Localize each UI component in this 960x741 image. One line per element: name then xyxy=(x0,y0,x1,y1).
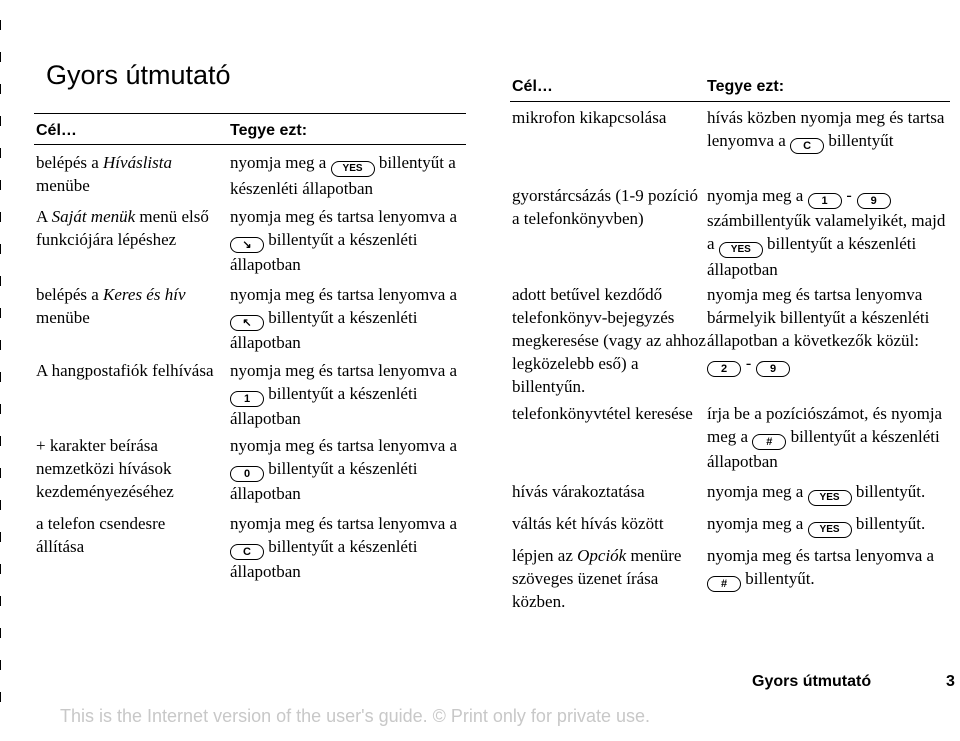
key-0-icon: 0 xyxy=(230,466,264,482)
action-text: számbillentyűk valamelyikét, majd a xyxy=(707,211,946,253)
menu-name: Keres és hív xyxy=(103,285,186,304)
table-row xyxy=(512,184,702,230)
table-row xyxy=(36,205,216,251)
action-text: nyomja meg a xyxy=(707,186,808,205)
action-text: nyomja meg és tartsa lenyomva a xyxy=(230,514,458,533)
action-text: nyomja meg és tartsa lenyomva a xyxy=(707,546,935,565)
goal-text: hívás várakoztatása xyxy=(512,482,645,501)
action-text: billentyűt a készenléti állapotban xyxy=(707,427,940,471)
goal-text: telefonkönyvtétel keresése xyxy=(512,404,693,423)
action-text: írja be a pozíciószámot, és nyomja meg a xyxy=(707,404,943,446)
action-text: billentyűt. xyxy=(851,514,926,533)
table-row xyxy=(512,283,708,398)
goal-text: gyorstárcsázás (1-9 pozíció a telefonkönyvben) xyxy=(512,186,698,228)
table-row-action xyxy=(707,544,952,592)
goal-text: belépés a xyxy=(36,285,104,304)
hash-key-icon: # xyxy=(707,576,741,592)
key-c-icon: C xyxy=(230,544,264,560)
table-row xyxy=(512,402,702,425)
action-text: billentyűt a készenléti állapotban xyxy=(230,230,418,274)
table-row-action xyxy=(230,359,470,430)
goal-text: mikrofon kikapcsolása xyxy=(512,108,667,127)
watermark-text: This is the Internet version of the user's guide. © Print only for private use. xyxy=(60,706,650,726)
action-text: billentyűt xyxy=(824,131,894,150)
action-text: billentyűt a készenléti állapotban xyxy=(707,234,917,279)
action-text: billentyűt a készenléti állapotban xyxy=(230,153,456,198)
table-row-action xyxy=(230,283,470,354)
left-head-do: Tegye ezt: xyxy=(230,122,308,139)
page-number: 3 xyxy=(946,673,955,690)
range-separator: - xyxy=(841,186,857,205)
left-table-head-rule xyxy=(34,144,466,145)
table-row-action xyxy=(707,106,952,154)
goal-text: + karakter beírása nemzetközi hívások kezdeményezéséhez xyxy=(36,436,174,501)
goal-text: lépjen az xyxy=(512,546,578,565)
left-head-goal: Cél… xyxy=(36,122,77,139)
action-text: nyomja meg a xyxy=(230,153,331,172)
action-text: nyomja meg a xyxy=(707,482,808,501)
action-text: billentyűt a készenléti állapotban xyxy=(230,384,418,428)
action-text: nyomja meg és tartsa lenyomva a xyxy=(230,436,458,455)
nav-down-right-key-icon: ↘ xyxy=(230,237,264,253)
yes-key-icon: YES xyxy=(331,161,375,177)
right-table-head-rule xyxy=(510,101,950,102)
table-row-action xyxy=(230,512,470,583)
action-text: billentyűt. xyxy=(741,569,815,588)
action-text: nyomja meg és tartsa lenyomva a xyxy=(230,361,458,380)
menu-name: Híváslista xyxy=(103,153,172,172)
yes-key-icon: YES xyxy=(719,242,763,258)
page-title: Gyors útmutató xyxy=(46,60,231,90)
table-row xyxy=(36,359,216,382)
footer-section-title: Gyors útmutató xyxy=(752,673,872,690)
table-row xyxy=(36,151,216,197)
table-row xyxy=(512,480,702,503)
goal-text: belépés a xyxy=(36,153,104,172)
action-text: nyomja meg és tartsa lenyomva a xyxy=(230,285,458,304)
goal-text: A hangpostafiók felhívása xyxy=(36,361,214,380)
range-separator: - xyxy=(741,354,757,373)
action-text: nyomja meg és tartsa lenyomva bármelyik billentyűt a készenléti állapotban a következők közül: xyxy=(707,285,930,350)
menu-name: Saját menük xyxy=(51,207,136,226)
table-row xyxy=(36,512,216,558)
table-row-action xyxy=(230,151,470,200)
action-text: billentyűt a készenléti állapotban xyxy=(230,459,418,503)
action-text: hívás közben nyomja meg és tartsa lenyomva a xyxy=(707,108,945,150)
yes-key-icon: YES xyxy=(808,522,852,538)
key-2-icon: 2 xyxy=(707,361,741,377)
yes-key-icon: YES xyxy=(808,490,852,506)
table-row xyxy=(36,434,216,503)
table-row-action xyxy=(230,434,470,505)
table-row-action xyxy=(707,184,952,281)
action-text: nyomja meg és tartsa lenyomva a xyxy=(230,207,458,226)
right-head-goal: Cél… xyxy=(512,78,553,95)
key-c-icon: C xyxy=(790,138,824,154)
goal-text: A xyxy=(36,207,52,226)
menu-name: Opciók xyxy=(577,546,627,565)
key-9-icon: 9 xyxy=(857,193,891,209)
goal-text: adott betűvel kezdődő telefonkönyv-bejegyzés megkeresése (vagy az ahhoz legközelebb eső) a billentyűn. xyxy=(512,285,706,396)
action-text: billentyűt. xyxy=(851,482,926,501)
action-text: nyomja meg a xyxy=(707,514,808,533)
table-row xyxy=(512,544,692,613)
table-row xyxy=(36,283,216,329)
table-row-action xyxy=(230,205,470,276)
key-1-icon: 1 xyxy=(230,391,264,407)
key-1-icon: 1 xyxy=(808,193,842,209)
action-text: billentyűt a készenléti állapotban xyxy=(230,537,418,581)
table-row-action xyxy=(707,283,957,377)
goal-text: menübe xyxy=(36,176,90,195)
right-head-do: Tegye ezt: xyxy=(707,78,785,95)
goal-text: menü első funkciójára lépéshez xyxy=(36,207,209,249)
left-table-top-rule xyxy=(34,113,466,114)
table-row-action xyxy=(707,512,957,538)
goal-text: a telefon csendesre állítása xyxy=(36,514,166,556)
goal-text: váltás két hívás között xyxy=(512,514,664,533)
table-row xyxy=(512,512,702,535)
action-text: billentyűt a készenléti állapotban xyxy=(230,308,418,352)
table-row xyxy=(512,106,702,129)
goal-text: menübe xyxy=(36,308,90,327)
goal-text: menüre szöveges üzenet írása közben. xyxy=(512,546,682,611)
key-9-icon: 9 xyxy=(756,361,790,377)
nav-up-left-key-icon: ↖ xyxy=(230,315,264,331)
table-row-action xyxy=(707,402,952,473)
table-row-action xyxy=(707,480,957,506)
hash-key-icon: # xyxy=(752,434,786,450)
